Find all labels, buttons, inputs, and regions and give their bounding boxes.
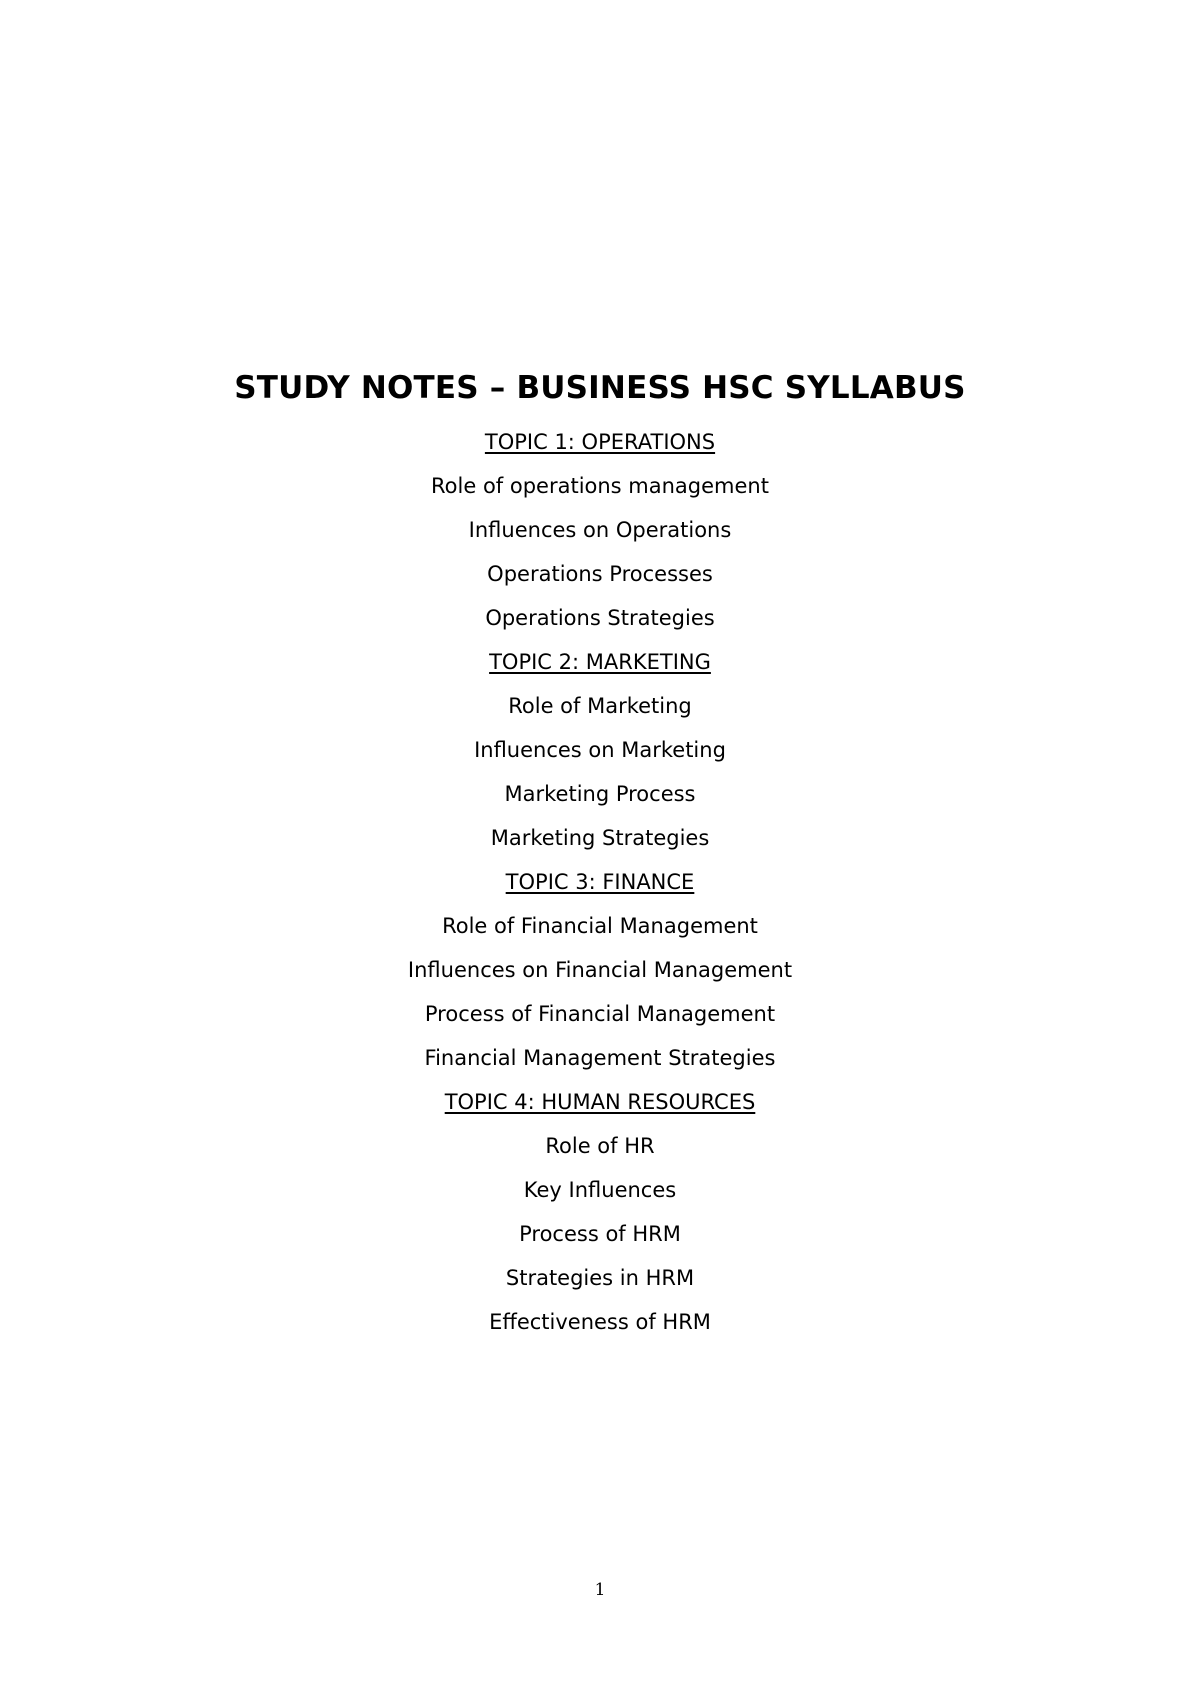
topic-human-resources: [0, 1080, 1200, 1344]
list-item: Marketing Strategies: [490, 826, 710, 850]
topic-heading: TOPIC 4: HUMAN RESOURCES: [444, 1090, 756, 1114]
topic-item-list: [0, 464, 1200, 640]
list-item: Process of Financial Management: [424, 1002, 776, 1026]
topic-marketing: [0, 640, 1200, 860]
topic-item-list: [0, 904, 1200, 1080]
document-title: STUDY NOTES – BUSINESS HSC SYLLABUS: [234, 370, 966, 406]
list-item: Role of Financial Management: [442, 914, 758, 938]
list-item: Influences on Financial Management: [407, 958, 793, 982]
list-item: Financial Management Strategies: [424, 1046, 776, 1070]
list-item: Influences on Marketing: [474, 738, 726, 762]
list-item: Strategies in HRM: [505, 1266, 695, 1290]
document-content: [0, 368, 1200, 1344]
topic-heading: TOPIC 1: OPERATIONS: [484, 430, 716, 454]
topic-item-list: [0, 684, 1200, 860]
list-item: Process of HRM: [519, 1222, 681, 1246]
list-item: Role of HR: [545, 1134, 655, 1158]
topic-operations: [0, 420, 1200, 640]
page-number: 1: [594, 1580, 606, 1600]
list-item: Role of operations management: [431, 474, 769, 498]
list-item: Operations Strategies: [485, 606, 715, 630]
topic-item-list: [0, 1124, 1200, 1344]
list-item: Influences on Operations: [468, 518, 732, 542]
list-item: Operations Processes: [487, 562, 713, 586]
list-item: Effectiveness of HRM: [489, 1310, 711, 1334]
topic-finance: [0, 860, 1200, 1080]
topic-heading: TOPIC 3: FINANCE: [505, 870, 695, 894]
list-item: Key Influences: [523, 1178, 677, 1202]
list-item: Marketing Process: [504, 782, 696, 806]
list-item: Role of Marketing: [508, 694, 692, 718]
topic-heading: TOPIC 2: MARKETING: [489, 650, 711, 674]
